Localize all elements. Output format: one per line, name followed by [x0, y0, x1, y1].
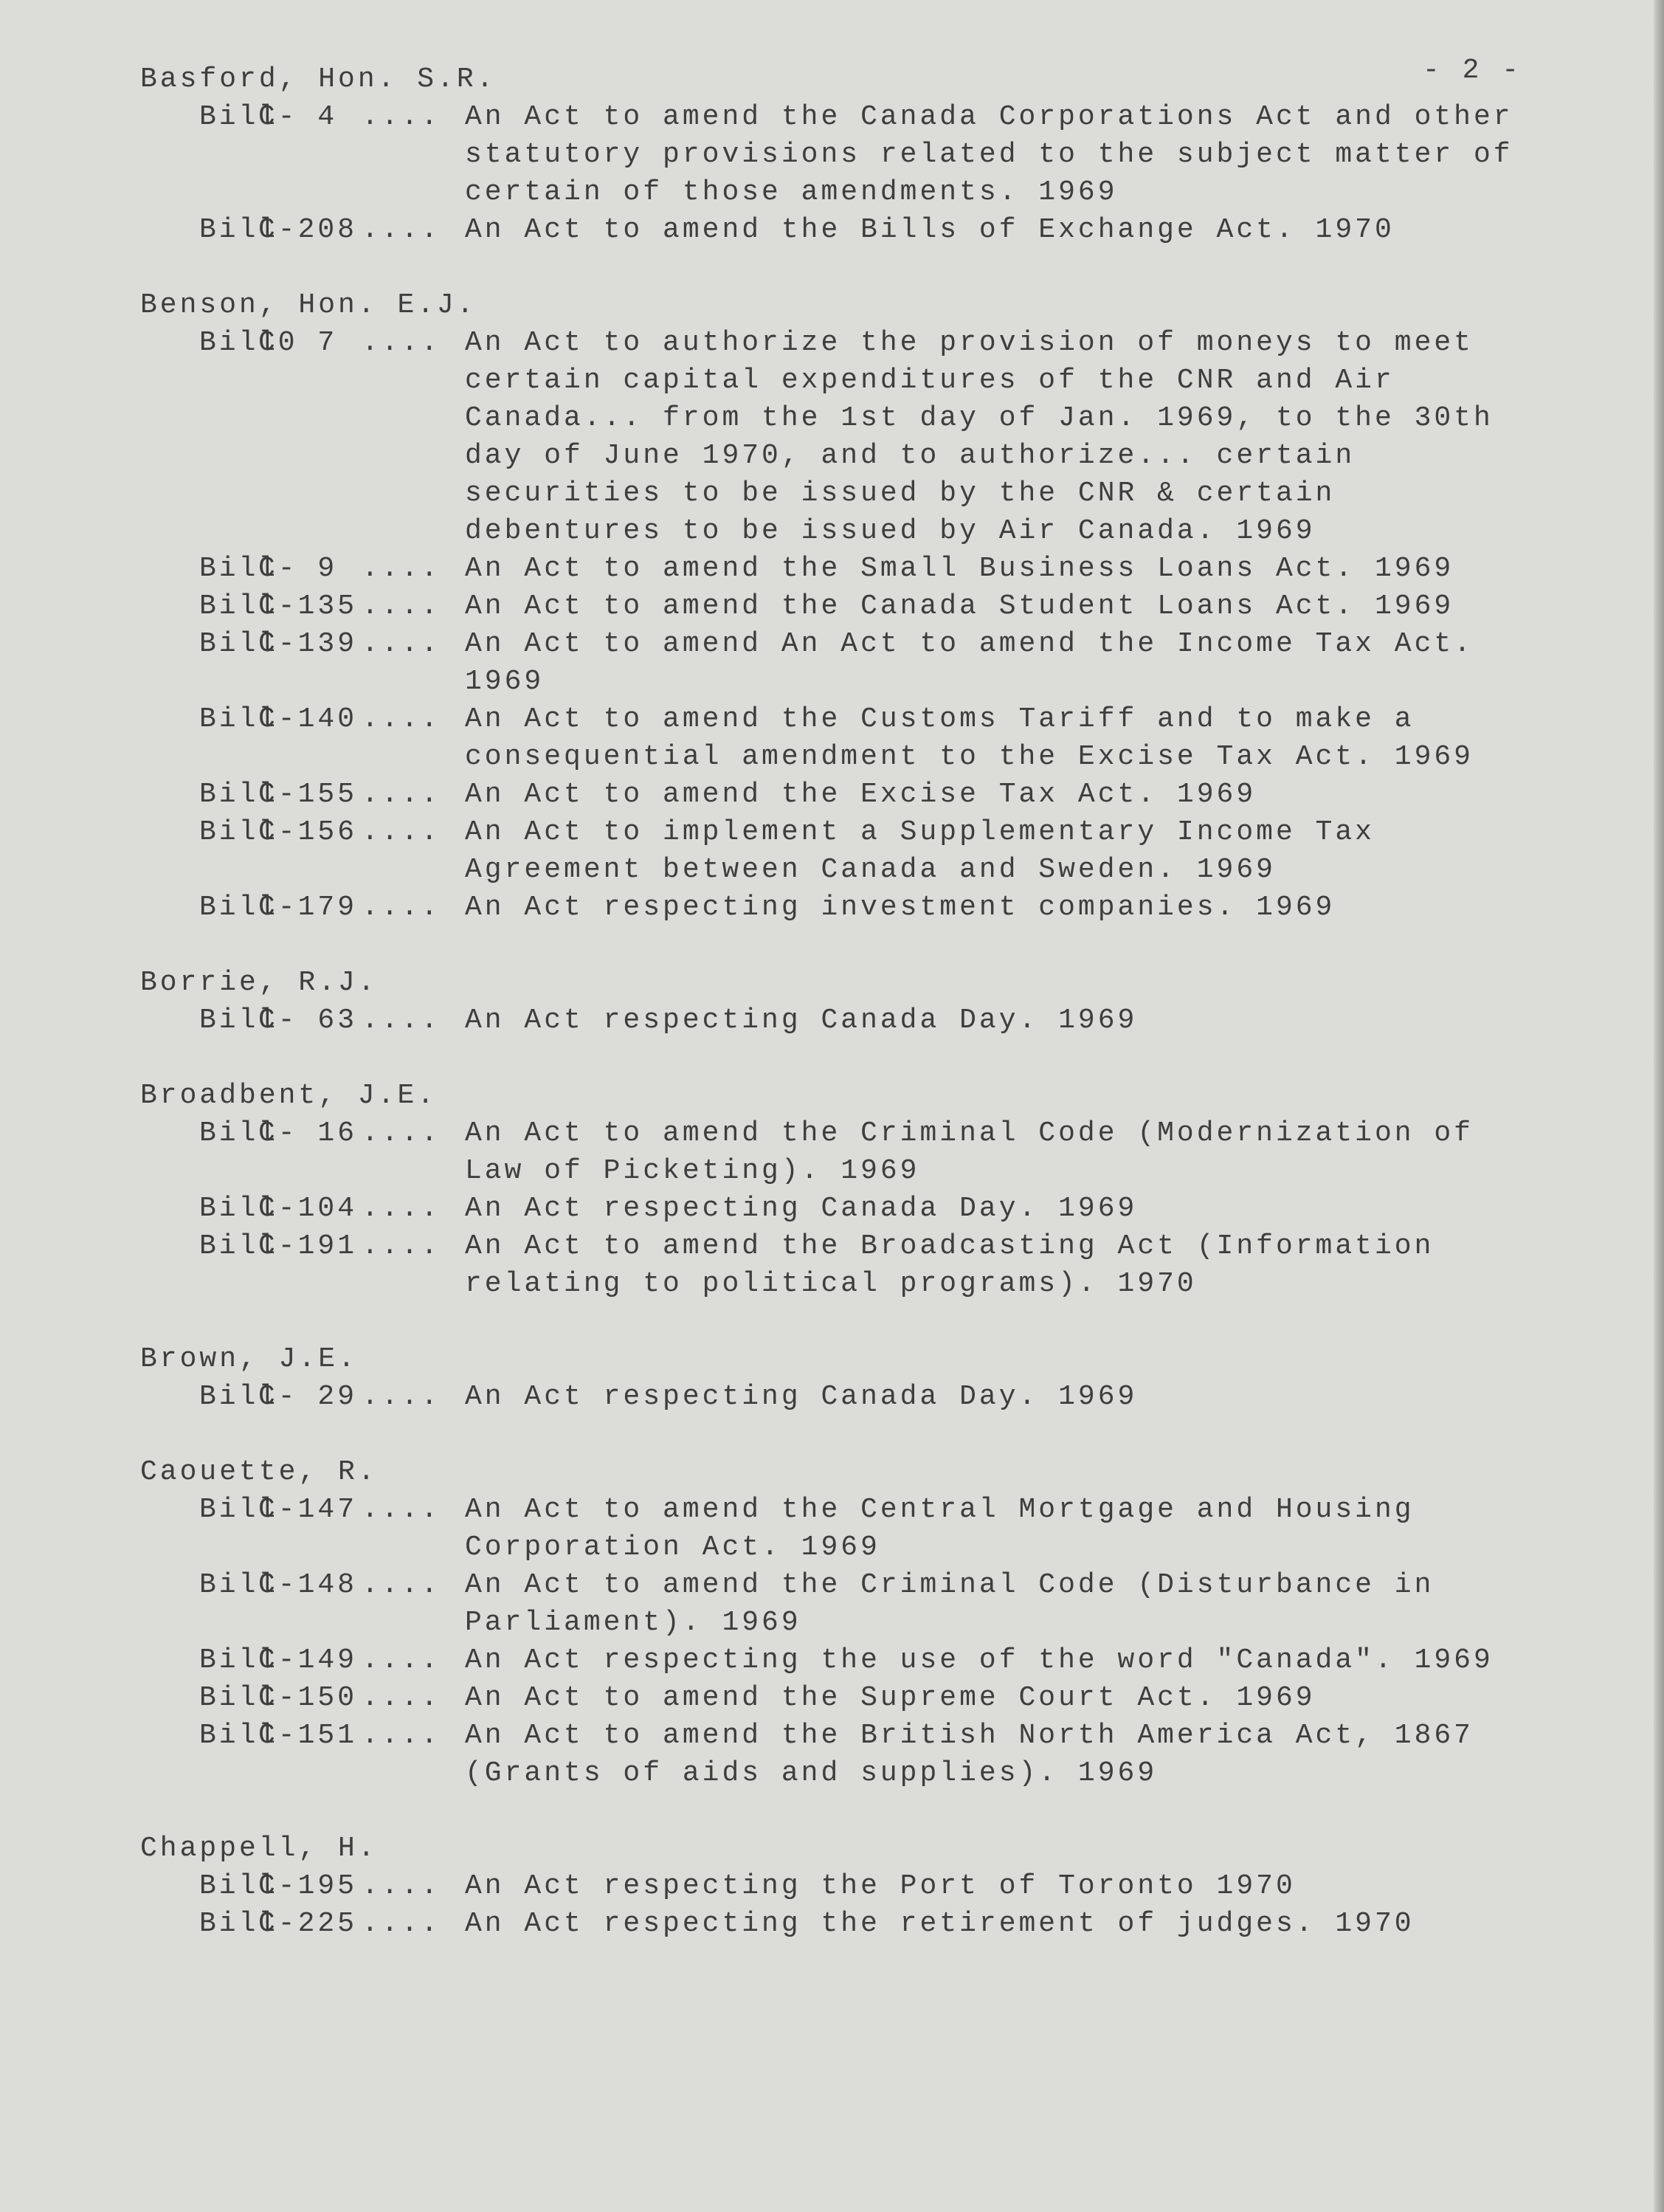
sponsor-block: [140, 286, 1579, 926]
bill-entry: [140, 889, 1579, 926]
bill-leader-dots: ....: [362, 816, 441, 848]
sponsor-block: [140, 61, 1579, 249]
sponsor-name: Brown, J.E.: [140, 1343, 358, 1375]
bill-number: C- 16: [258, 1117, 358, 1149]
bill-leader-dots: ....: [362, 327, 441, 359]
bill-prefix: Bill: [199, 327, 279, 359]
bill-description: An Act to amend the Criminal Code (Disturbance in Parliament). 1969: [465, 1569, 1435, 1639]
bill-description: An Act respecting the Port of Toronto 1970: [465, 1870, 1296, 1902]
bill-entry: [140, 324, 1579, 550]
bill-description: An Act to amend the Central Mortgage and Housing Corporation Act. 1969: [465, 1494, 1415, 1563]
sponsor-name: Caouette, R.: [140, 1456, 378, 1488]
bill-entry: [140, 813, 1579, 889]
sponsor-name: Borrie, R.J.: [140, 967, 378, 999]
bill-number: C-147: [258, 1494, 358, 1526]
bill-number: C- 9: [258, 553, 338, 585]
bill-leader-dots: ....: [362, 628, 441, 660]
bill-prefix: Bill: [199, 892, 279, 923]
bill-prefix: Bill: [199, 101, 279, 133]
bill-number: C-195: [258, 1870, 358, 1902]
bill-entry: [140, 1679, 1579, 1717]
bill-prefix: Bill: [199, 1908, 279, 1940]
bill-prefix: Bill: [199, 590, 279, 622]
bill-entry: [140, 1717, 1579, 1792]
bill-number: C0 7: [258, 327, 338, 359]
bill-entry: [140, 1227, 1579, 1303]
bill-description: An Act to amend the British North America Act, 1867 (Grants of aids and supplies). 1969: [465, 1720, 1474, 1789]
bill-description: An Act to amend the Canada Corporations Act and other statutory provisions related to the subject matter of certain of those amendments. 1969: [465, 101, 1513, 208]
bill-description: An Act to amend the Canada Student Loans Act. 1969: [465, 590, 1454, 622]
bill-prefix: Bill: [199, 553, 279, 585]
bill-description: An Act to amend the Supreme Court Act. 1969: [465, 1682, 1316, 1714]
bill-leader-dots: ....: [362, 1644, 441, 1676]
bill-description: An Act to amend the Bills of Exchange Act. 1970: [465, 214, 1395, 246]
bill-description: An Act respecting Canada Day. 1969: [465, 1005, 1138, 1036]
bill-leader-dots: ....: [362, 1569, 441, 1601]
bill-leader-dots: ....: [362, 1682, 441, 1714]
bill-leader-dots: ....: [362, 1908, 441, 1940]
bill-number: C- 29: [258, 1381, 358, 1413]
bill-leader-dots: ....: [362, 590, 441, 622]
bill-leader-dots: ....: [362, 1230, 441, 1262]
page-number: - 2 -: [1423, 55, 1522, 86]
bill-number: C-155: [258, 779, 358, 810]
bill-prefix: Bill: [199, 1870, 279, 1902]
bill-entry: [140, 1491, 1579, 1566]
bill-description: An Act to implement a Supplementary Income Tax Agreement between Canada and Sweden. 1969: [465, 816, 1375, 886]
bill-number: C-148: [258, 1569, 358, 1601]
sponsor-name: Broadbent, J.E.: [140, 1080, 438, 1112]
sponsor-bill-list: [140, 61, 1579, 1980]
bill-entry: [140, 1566, 1579, 1641]
bill-description: An Act respecting investment companies. 1969: [465, 892, 1336, 923]
bill-description: An Act to amend the Excise Tax Act. 1969: [465, 779, 1257, 810]
bill-leader-dots: ....: [362, 779, 441, 810]
bill-leader-dots: ....: [362, 1005, 441, 1036]
bill-description: An Act respecting Canada Day. 1969: [465, 1381, 1138, 1413]
bill-prefix: Bill: [199, 1381, 279, 1413]
sponsor-block: [140, 1077, 1579, 1303]
bill-prefix: Bill: [199, 1230, 279, 1262]
bill-leader-dots: ....: [362, 1193, 441, 1224]
bill-description: An Act to amend the Broadcasting Act (Information relating to political programs). 1970: [465, 1230, 1435, 1300]
bill-description: An Act respecting the use of the word "Canada". 1969: [465, 1644, 1494, 1676]
bill-description: An Act to amend the Criminal Code (Modernization of Law of Picketing). 1969: [465, 1117, 1474, 1187]
bill-number: C-151: [258, 1720, 358, 1751]
bill-leader-dots: ....: [362, 1494, 441, 1526]
bill-entry: [140, 776, 1579, 813]
bill-number: C-150: [258, 1682, 358, 1714]
bill-entry: [140, 211, 1579, 249]
bill-leader-dots: ....: [362, 892, 441, 923]
bill-leader-dots: ....: [362, 214, 441, 246]
bill-entry: [140, 700, 1579, 776]
bill-prefix: Bill: [199, 1720, 279, 1751]
bill-number: C- 63: [258, 1005, 358, 1036]
sponsor-block: [140, 964, 1579, 1039]
bill-leader-dots: ....: [362, 101, 441, 133]
sponsor-block: [140, 1830, 1579, 1943]
bill-leader-dots: ....: [362, 1117, 441, 1149]
bill-number: C-140: [258, 703, 358, 735]
bill-number: C-149: [258, 1644, 358, 1676]
bill-leader-dots: ....: [362, 1381, 441, 1413]
bill-description: An Act to amend the Small Business Loans Act. 1969: [465, 553, 1454, 585]
page-edge-shadow: [1654, 0, 1664, 2212]
bill-prefix: Bill: [199, 1193, 279, 1224]
bill-prefix: Bill: [199, 816, 279, 848]
bill-number: C-156: [258, 816, 358, 848]
bill-prefix: Bill: [199, 1117, 279, 1149]
bill-prefix: Bill: [199, 1005, 279, 1036]
bill-number: C-104: [258, 1193, 358, 1224]
bill-prefix: Bill: [199, 1494, 279, 1526]
sponsor-block: [140, 1340, 1579, 1416]
bill-number: C-135: [258, 590, 358, 622]
bill-entry: [140, 1905, 1579, 1943]
bill-description: An Act to amend the Customs Tariff and to make a consequential amendment to the Excise Tax Act. 1969: [465, 703, 1474, 773]
bill-prefix: Bill: [199, 628, 279, 660]
bill-entry: [140, 1867, 1579, 1905]
bill-leader-dots: ....: [362, 1720, 441, 1751]
bill-leader-dots: ....: [362, 553, 441, 585]
bill-prefix: Bill: [199, 703, 279, 735]
sponsor-name: Benson, Hon. E.J.: [140, 289, 477, 321]
bill-description: An Act to amend An Act to amend the Income Tax Act. 1969: [465, 628, 1474, 697]
bill-entry: [140, 1114, 1579, 1190]
bill-entry: [140, 550, 1579, 588]
bill-entry: [140, 98, 1579, 211]
bill-description: An Act respecting Canada Day. 1969: [465, 1193, 1138, 1224]
bill-entry: [140, 625, 1579, 700]
bill-entry: [140, 1002, 1579, 1039]
bill-number: C- 4: [258, 101, 338, 133]
sponsor-name: Basford, Hon. S.R.: [140, 63, 497, 95]
bill-number: C-225: [258, 1908, 358, 1940]
sponsor-name: Chappell, H.: [140, 1833, 378, 1864]
bill-number: C-208: [258, 214, 358, 246]
bill-entry: [140, 1641, 1579, 1679]
bill-prefix: Bill: [199, 779, 279, 810]
bill-entry: [140, 1190, 1579, 1227]
bill-leader-dots: ....: [362, 703, 441, 735]
bill-number: C-191: [258, 1230, 358, 1262]
bill-prefix: Bill: [199, 1644, 279, 1676]
bill-number: C-179: [258, 892, 358, 923]
bill-prefix: Bill: [199, 1569, 279, 1601]
bill-number: C-139: [258, 628, 358, 660]
bill-entry: [140, 1378, 1579, 1416]
bill-description: An Act respecting the retirement of judges. 1970: [465, 1908, 1415, 1940]
bill-prefix: Bill: [199, 214, 279, 246]
bill-description: An Act to authorize the provision of moneys to meet certain capital expenditures of the CNR and Air Canada... from the 1st day of Jan. 1969, to the 30th day of June 1970, and to authorize... certain securities to be issued by the CNR & certain debentures to be issued by Air Canada. 1969: [465, 327, 1494, 547]
sponsor-block: [140, 1453, 1579, 1792]
bill-prefix: Bill: [199, 1682, 279, 1714]
bill-entry: [140, 588, 1579, 625]
bill-leader-dots: ....: [362, 1870, 441, 1902]
